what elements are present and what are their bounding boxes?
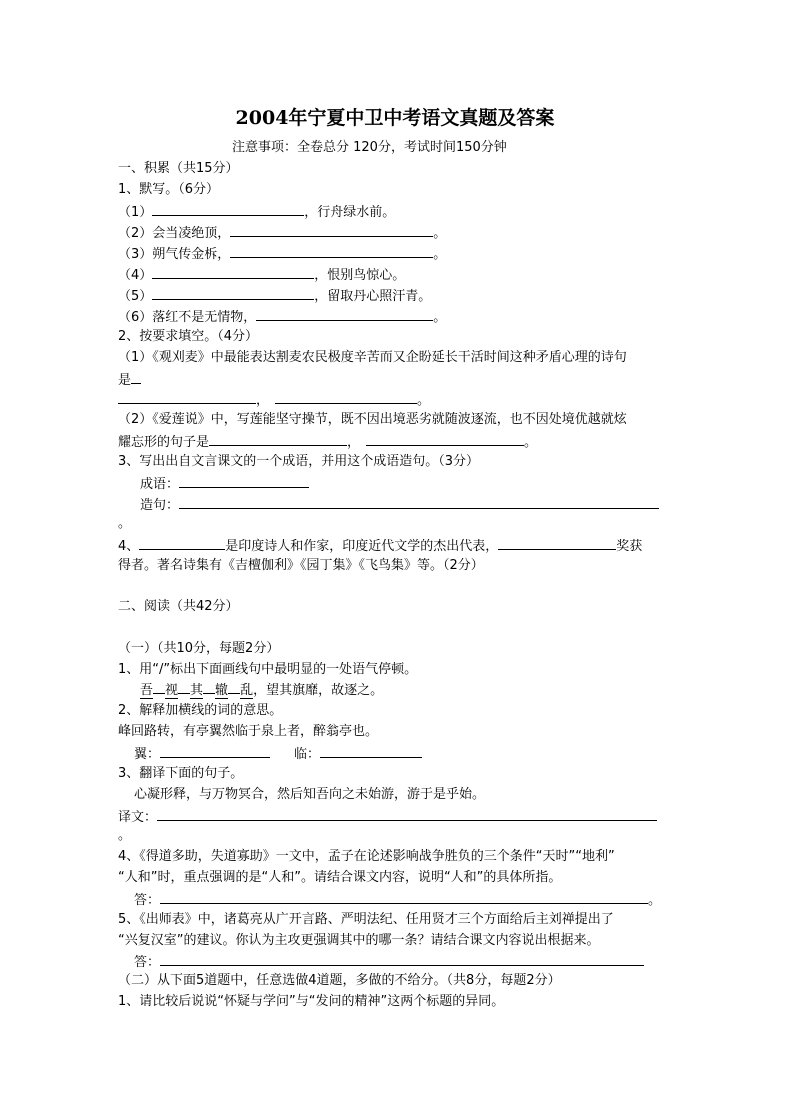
q2-5-text-2: “兴复汉室”的建议。你认为主攻更强调其中的哪一条？请结合课文内容说出根据来。 bbox=[118, 933, 600, 948]
answer-blank[interactable] bbox=[498, 535, 616, 550]
answer-blank[interactable] bbox=[152, 285, 314, 300]
answer-blank[interactable] bbox=[139, 535, 225, 550]
q2-4-text-2: “人和”时，重点强调的是“人和”。请结合课文内容，说明“人和”的具体所指。 bbox=[118, 870, 562, 885]
q1-1-line: （1） ，行舟绿水前。 bbox=[118, 201, 395, 223]
q1-3-end: 。 bbox=[118, 516, 132, 531]
subsection-1-heading: （一）（共10分，每题2分） bbox=[118, 641, 280, 656]
q2-3-text: 心凝形释，与万物冥合，然后知吾向之未始游，游于是乎始。 bbox=[134, 787, 486, 802]
q2-5-text: 5、《出师表》中，诸葛亮从广开言路、严明法纪、任用贤才三个方面给后主刘禅提出了 bbox=[118, 912, 614, 927]
answer-blank[interactable] bbox=[118, 389, 256, 404]
q1-2-prompt: 2、按要求填空。（4分） bbox=[118, 329, 259, 344]
q2-5-answer: 答： bbox=[134, 951, 644, 973]
q2-2-prompt: 2、解释加横线的词的意思。 bbox=[118, 703, 283, 718]
answer-blank[interactable] bbox=[230, 222, 433, 237]
section-2-heading: 二、阅读（共42分） bbox=[118, 599, 239, 614]
q2-3-answer: 译文： bbox=[118, 806, 657, 828]
answer-blank[interactable] bbox=[320, 743, 422, 758]
answer-blank[interactable] bbox=[179, 473, 309, 488]
subsection-2-heading: （二）从下面5道题中，任意选做4道题，多做的不给分。（共8分，每题2分） bbox=[118, 973, 561, 988]
q2-4-text: 4、《得道多助，失道寡助》一文中，孟子在论述影响战争胜负的三个条件“天时”“地利” bbox=[118, 849, 615, 864]
answer-blank[interactable] bbox=[160, 889, 648, 904]
q1-2-1-text: （1）《观刈麦》中最能表达割麦农民极度辛苦而又企盼延长干活时间这种矛盾心理的诗句 bbox=[118, 350, 627, 365]
answer-blank[interactable] bbox=[152, 201, 304, 216]
q1-4-line: （4） ，恨别鸟惊心。 bbox=[118, 264, 405, 286]
q2-1-prompt: 1、用“/”标出下面画线句中最明显的一处语气停顿。 bbox=[118, 662, 418, 677]
q2-2-text: 峰回路转，有亭翼然临于泉上者，醉翁亭也。 bbox=[118, 724, 379, 739]
answer-blank[interactable] bbox=[152, 264, 314, 279]
q1-4-line: 4、 是印度诗人和作家，印度近代文学的杰出代表， 奖获 bbox=[118, 535, 642, 557]
q1-3-idiom: 成语： bbox=[140, 473, 309, 495]
answer-blank[interactable] bbox=[179, 494, 659, 509]
q2-6-text: 1、请比较后说说“怀疑与学问”与“发问的精神”这两个标题的异同。 bbox=[118, 994, 505, 1009]
q1-3-prompt: 3、写出出自文言课文的一个成语，并用这个成语造句。（3分） bbox=[118, 454, 480, 469]
exam-note: 注意事项：全卷总分 120分，考试时间150分钟 bbox=[232, 140, 507, 155]
q1-5-line: （5） ，留取丹心照汗青。 bbox=[118, 285, 431, 307]
answer-blank[interactable] bbox=[209, 431, 347, 446]
answer-blank[interactable] bbox=[275, 389, 417, 404]
q2-2-blanks: 翼： 临： bbox=[134, 743, 422, 765]
q2-4-answer: 答： 。 bbox=[134, 889, 661, 911]
q1-2-line: （2）会当凌绝顶， 。 bbox=[118, 222, 446, 244]
answer-blank[interactable] bbox=[230, 243, 433, 258]
q1-2-1-blanks: ， 。 bbox=[118, 389, 430, 411]
section-1-heading: 一、积累（共15分） bbox=[118, 161, 239, 176]
answer-blank[interactable] bbox=[256, 306, 433, 321]
q1-2-2-blanks: 耀忘形的句子是 ， 。 bbox=[118, 431, 537, 453]
q1-3-sentence: 造句： bbox=[140, 494, 659, 516]
q1-2-2-text: （2）《爱莲说》中，写莲能坚守操节，既不因出境恶劣就随波逐流，也不因处境优越就炫 bbox=[118, 412, 627, 427]
q2-1-sentence: 吾 视 其 辙 乱，望其旗靡，故逐之。 bbox=[140, 683, 384, 698]
q1-3-line: （3）朔气传金柝， 。 bbox=[118, 243, 446, 265]
q2-3-end: 。 bbox=[118, 828, 132, 843]
q1-6-line: （6）落红不是无情物， 。 bbox=[118, 306, 446, 328]
answer-blank[interactable] bbox=[366, 431, 524, 446]
q1-1-prompt: 1、默写。（6分） bbox=[118, 182, 220, 197]
answer-blank[interactable] bbox=[160, 743, 270, 758]
answer-blank[interactable] bbox=[160, 951, 644, 966]
q2-3-prompt: 3、翻译下面的句子。 bbox=[118, 766, 244, 781]
q1-4-text: 得者。著名诗集有《吉檀伽利》《园丁集》《飞鸟集》等。（2分） bbox=[118, 558, 484, 573]
answer-blank[interactable] bbox=[157, 806, 657, 821]
q1-2-1-shi: 是 bbox=[118, 369, 141, 391]
page-title: 2004年宁夏中卫中考语文真题及答案 bbox=[235, 107, 555, 129]
